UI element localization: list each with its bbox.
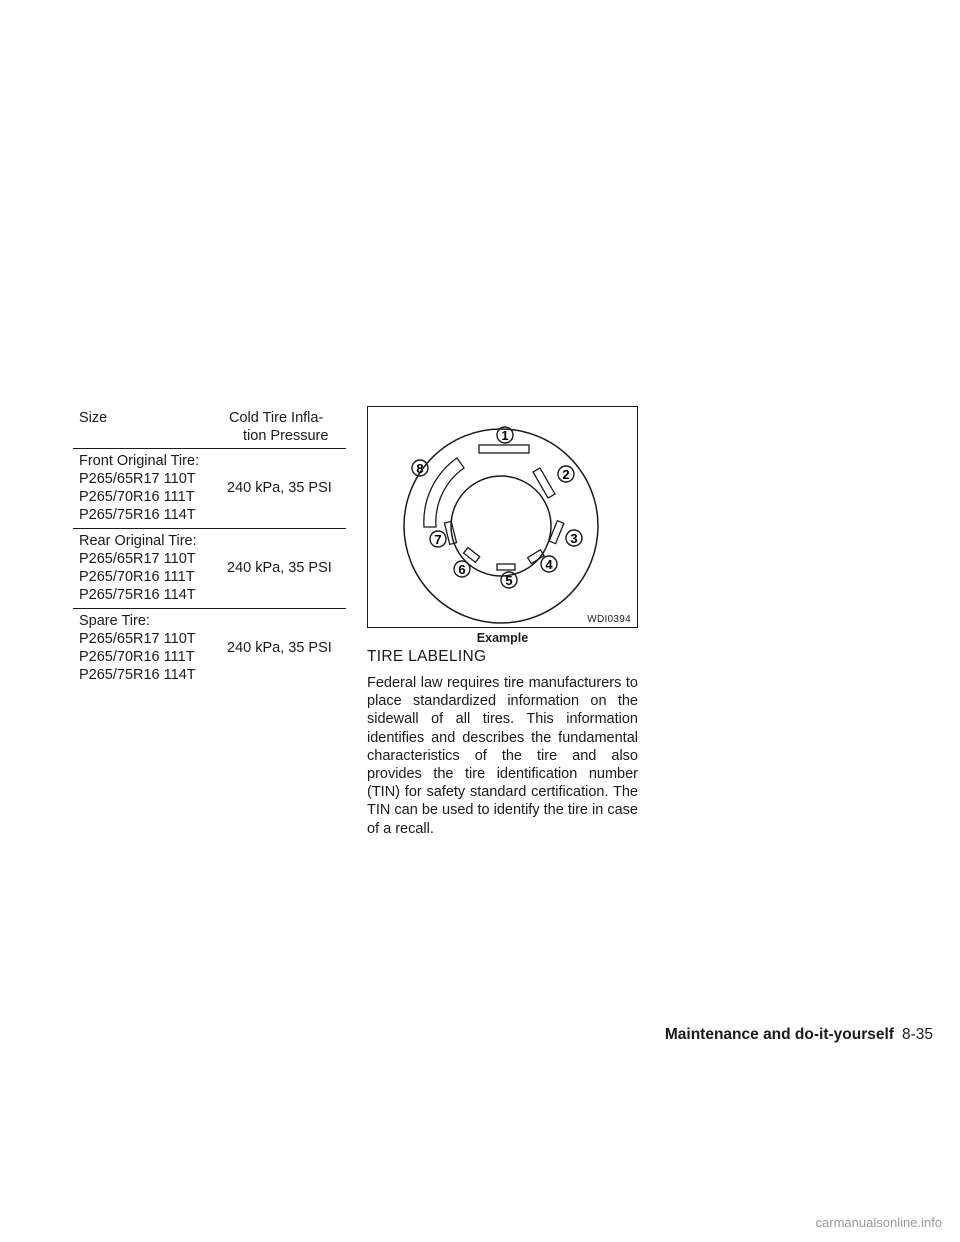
row-size: P265/70R16 111T	[79, 649, 195, 665]
tire-pressure-table	[73, 406, 346, 688]
row-size: P265/70R16 111T	[79, 489, 195, 505]
callout-8	[412, 460, 428, 476]
callout-number: 2	[562, 467, 570, 482]
callout-number: 7	[434, 532, 442, 547]
label-area-1	[479, 445, 529, 453]
figure-caption: Example	[476, 631, 529, 645]
callout-4	[541, 556, 557, 572]
header-size: Size	[79, 410, 108, 426]
label-area-5	[497, 564, 515, 570]
callout-number: 6	[458, 562, 466, 577]
tire-outer-edge	[404, 429, 598, 623]
row-pressure: 240 kPa, 35 PSI	[223, 449, 346, 529]
callout-number: 4	[545, 557, 553, 572]
section-heading: TIRE LABELING	[367, 648, 487, 665]
row-size-cell	[73, 609, 223, 689]
row-pressure: 240 kPa, 35 PSI	[223, 529, 346, 609]
tire-diagram	[368, 407, 637, 627]
row-size: P265/75R16 114T	[79, 507, 196, 523]
callout-2	[558, 466, 574, 482]
row-pressure: 240 kPa, 35 PSI	[223, 609, 346, 689]
figure-code: WDI0394	[587, 614, 631, 625]
footer-section-title: Maintenance and do-it-yourself	[664, 1026, 894, 1043]
table-row-rear	[73, 529, 346, 609]
row-size: P265/65R17 110T	[79, 551, 196, 567]
row-size: P265/65R17 110T	[79, 471, 196, 487]
header-pressure	[223, 406, 346, 449]
table-header-row	[73, 406, 346, 449]
callout-number: 5	[505, 573, 513, 588]
label-area-2	[533, 468, 555, 498]
row-size: P265/75R16 114T	[79, 667, 196, 683]
header-pressure-line1: Cold Tire Infla-	[229, 410, 324, 426]
callout-1	[497, 427, 513, 443]
table-row-front	[73, 449, 346, 529]
row-label: Rear Original Tire:	[79, 533, 197, 549]
label-area-8	[424, 458, 464, 527]
row-size-cell	[73, 449, 223, 529]
row-size-cell	[73, 529, 223, 609]
row-size: P265/75R16 114T	[79, 587, 196, 603]
callout-3	[566, 530, 582, 546]
callout-number: 3	[570, 531, 578, 546]
row-size: P265/70R16 111T	[79, 569, 195, 585]
page-footer	[665, 1026, 933, 1044]
callout-number: 8	[416, 461, 424, 476]
callout-7	[430, 531, 446, 547]
page-number: 8-35	[901, 1026, 933, 1043]
callout-number: 1	[501, 428, 509, 443]
watermark: carmanualsonline.info	[815, 1215, 942, 1230]
row-size: P265/65R17 110T	[79, 631, 196, 647]
row-label: Front Original Tire:	[79, 453, 200, 469]
section-body: Federal law requires tire manufacturers to place standardized information on the sidewall of all tires. This information identifies and describes the fundamental characteristics of the tire and also provides the tire identification number (TIN) for safety standard certification. The TIN can be used to identify the tire in case of a recall.	[367, 675, 638, 837]
table-row-spare	[73, 609, 346, 689]
callout-5	[501, 572, 517, 588]
callout-6	[454, 561, 470, 577]
row-label: Spare Tire:	[79, 613, 150, 629]
header-pressure-line2: tion Pressure	[243, 428, 329, 444]
tire-sidewall-figure	[367, 406, 638, 628]
label-area-6	[464, 548, 480, 563]
